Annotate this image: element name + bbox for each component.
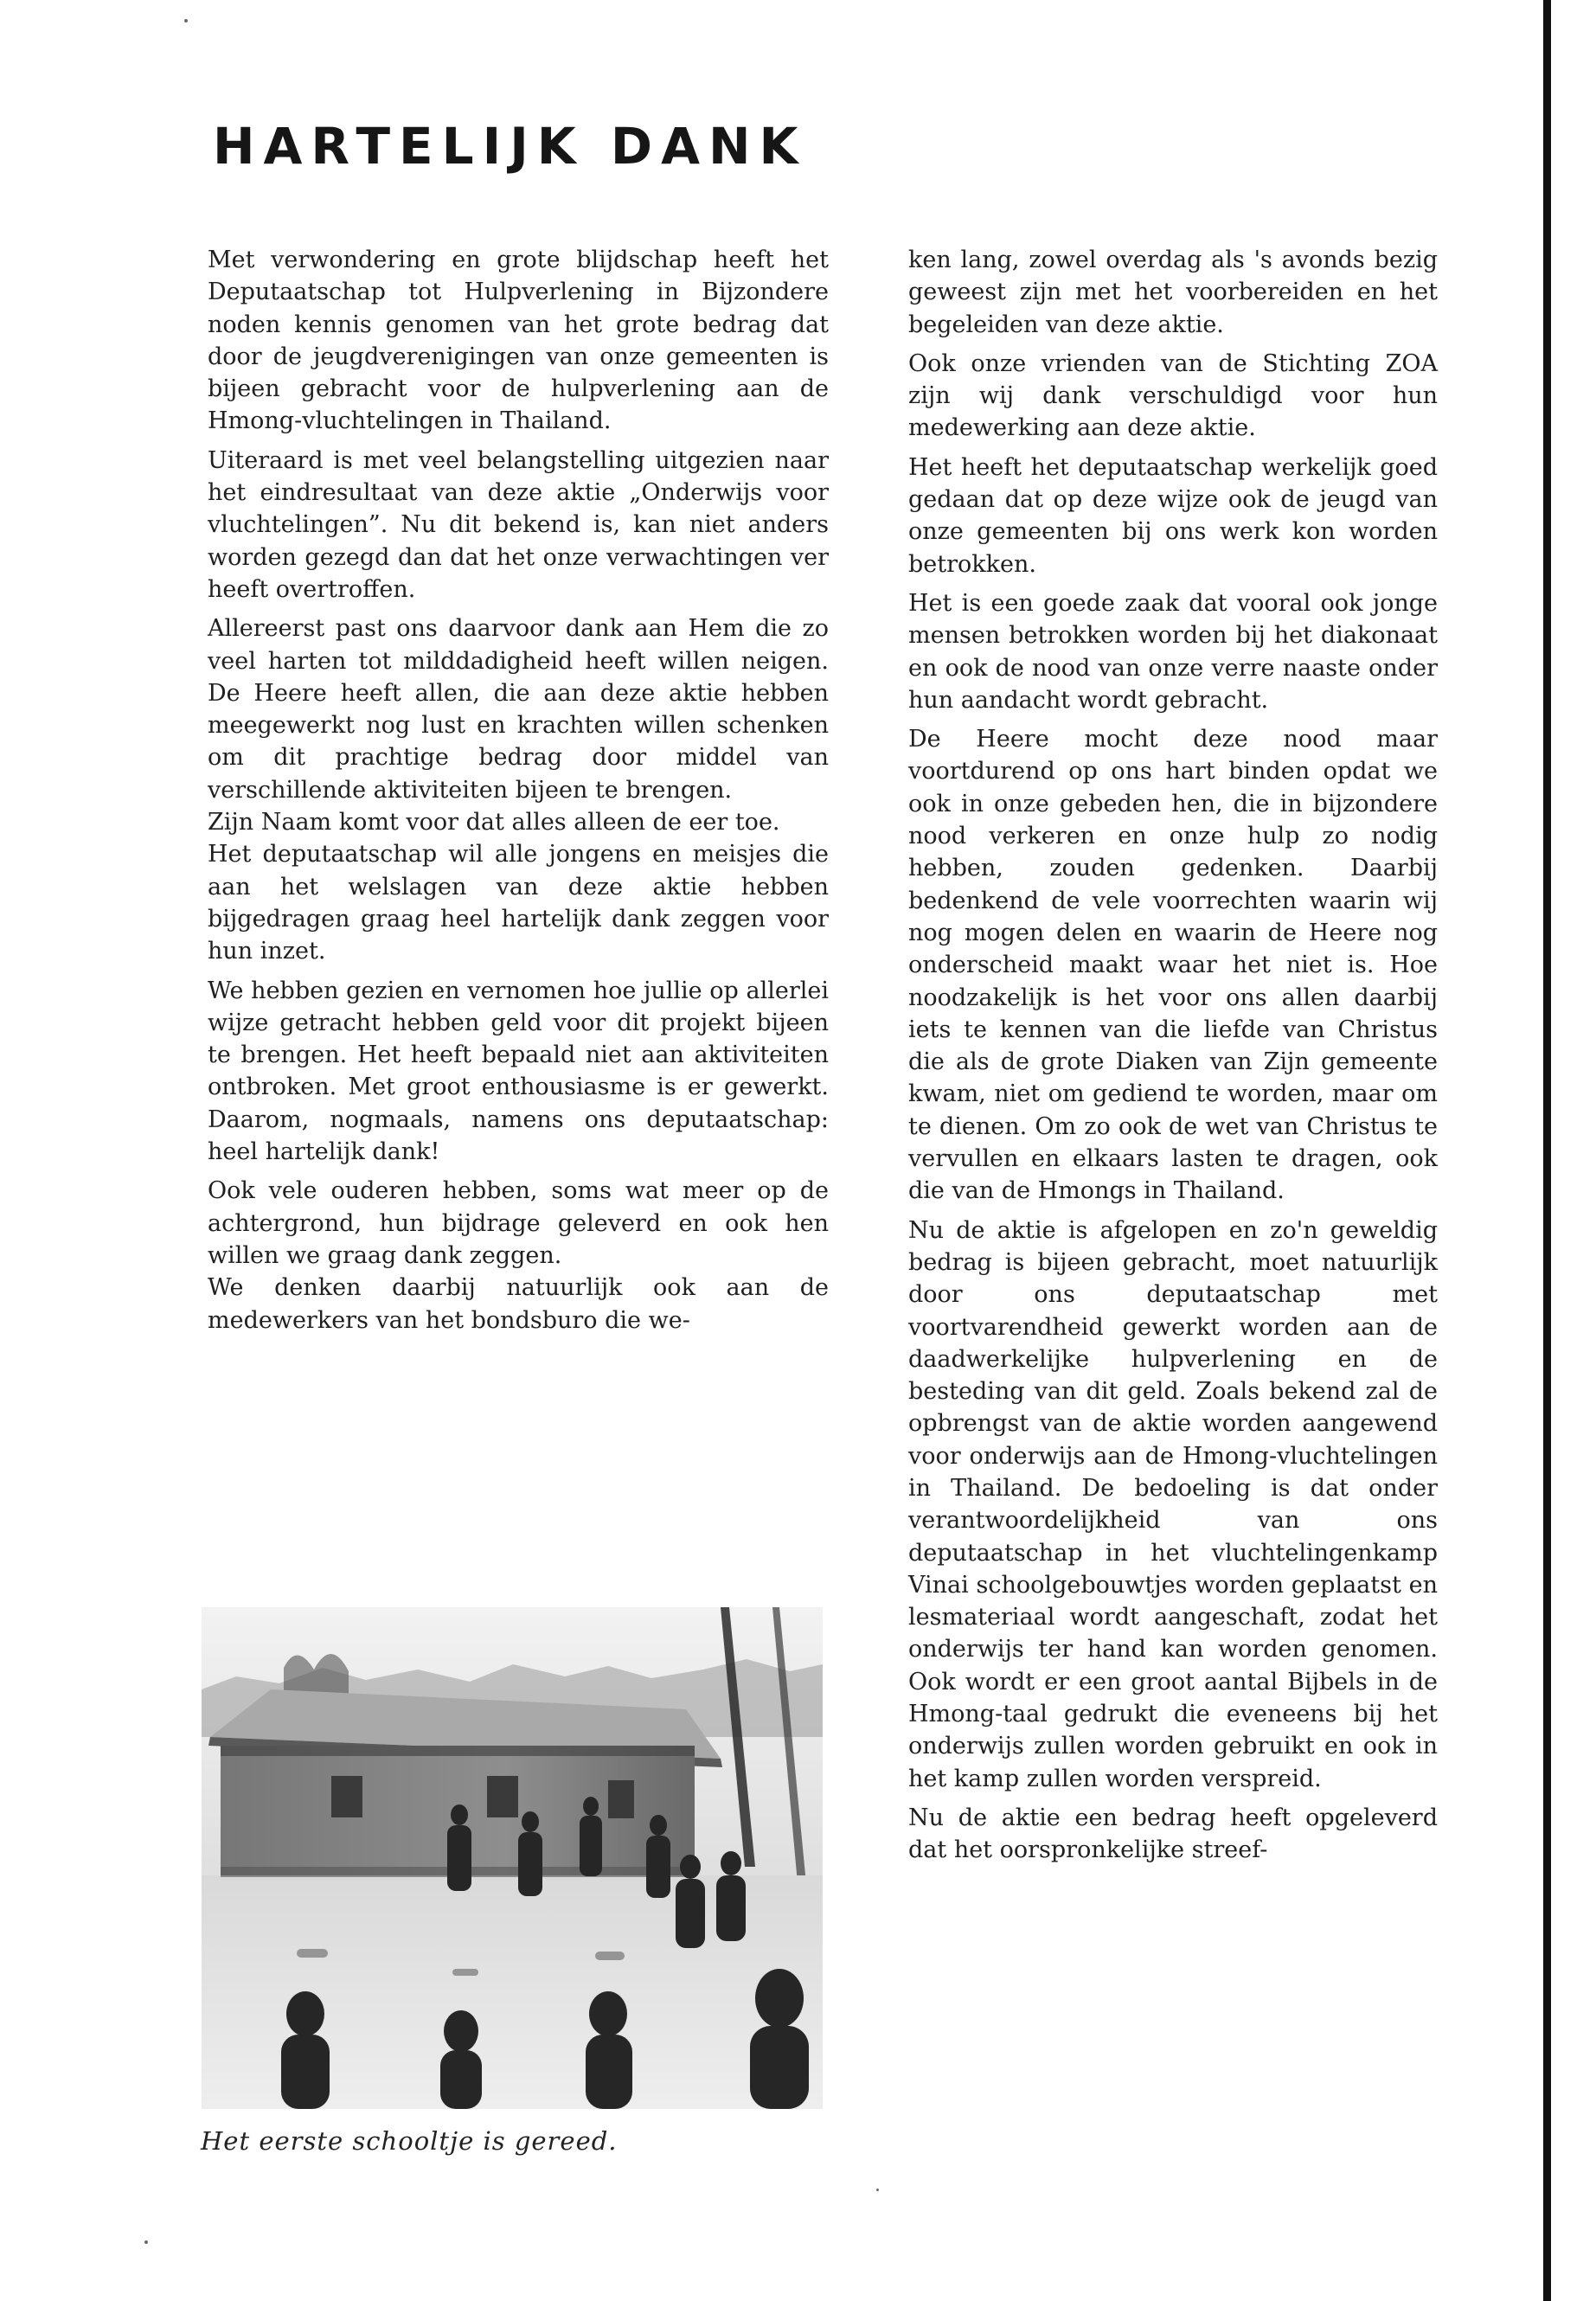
paragraph: ken lang, zowel overdag als 's avonds bezig geweest zijn met het voorbereiden en het begeleiden van deze aktie. bbox=[908, 247, 1438, 338]
binding-edge-line bbox=[1543, 0, 1551, 2301]
paragraph: We hebben gezien en vernomen hoe jullie op allerlei wijze getracht hebben geld voor dit projekt bijeen te brengen. Het heeft bepaald niet aan aktiviteiten ontbroken. Met groot enthousiasme is er gewerkt. Daarom, nogmaals, namens ons deputaatschap: heel hartelijk dank! bbox=[208, 977, 829, 1166]
scan-speck bbox=[184, 19, 188, 22]
photo-caption: Het eerste schooltje is gereed. bbox=[201, 2126, 618, 2156]
paragraph: Het is een goede zaak dat vooral ook jonge mensen betrokken worden bij het diakonaat en ook de nood van onze verre naaste onder hun aandacht wordt gebracht. bbox=[908, 589, 1438, 714]
paragraph: Met verwondering en grote blijdschap heeft het Deputaatschap tot Hulpverlening in Bijzondere noden kennis genomen van het grote bedrag dat door de jeugdverenigingen van onze gemeenten is bijeen gebracht voor de hulpverlening aan de Hmong-vluchtelingen in Thailand. bbox=[208, 247, 829, 435]
paragraph: Zijn Naam komt voor dat alles alleen de eer toe. bbox=[208, 809, 780, 836]
paragraph: Ook onze vrienden van de Stichting ZOA zijn wij dank verschuldigd voor hun medewerking aan deze aktie. bbox=[908, 349, 1438, 442]
paragraph: Nu de aktie is afgelopen en zo'n geweldig bedrag is bijeen gebracht, moet natuurlijk door ons deputaatschap met voortvarendheid gewerkt worden aan de daadwerkelijke hulpverlening en de besteding van dit geld. Zoals bekend zal de opbrengst van de aktie worden aangewend voor onderwijs aan de Hmong-vluchtelingen in Thailand. De bedoeling is dat onder verantwoordelijkheid van ons deputaatschap in het vluchtelingenkamp Vinai schoolgebouwtjes worden geplaatst en lesmateriaal wordt aangeschaft, zodat het onderwijs ter hand kan worden genomen. Ook wordt er een groot aantal Bijbels in de Hmong-taal gedrukt die eveneens bij het onderwijs zullen worden gebruikt en ook in het kamp zullen worden verspreid. bbox=[908, 1216, 1438, 1792]
paragraph: Uiteraard is met veel belangstelling uitgezien naar het eindresultaat van deze aktie „Onderwijs voor vluchtelingen”. Nu dit bekend is, kan niet anders worden gezegd dan dat het onze verwachtingen ver heeft overtroffen. bbox=[208, 446, 829, 603]
article-title: HARTELIJK DANK bbox=[213, 117, 807, 176]
paragraph: Nu de aktie een bedrag heeft opgeleverd dat het oorspronkelijke streef- bbox=[908, 1804, 1438, 1864]
right-column bbox=[908, 244, 1438, 1874]
paragraph: Allereerst past ons daarvoor dank aan Hem die zo veel harten tot milddadigheid heeft willen neigen. De Heere heeft allen, die aan deze aktie hebben meegewerkt nog lust en krachten willen schenken om dit prachtige bedrag door middel van verschillende aktiviteiten bijeen te brengen. bbox=[208, 615, 829, 804]
paragraph: Het deputaatschap wil alle jongens en meisjes die aan het welslagen van deze aktie hebben bijgedragen graag heel hartelijk dank zeggen voor hun inzet. bbox=[208, 841, 829, 965]
paragraph: We denken daarbij natuurlijk ook aan de medewerkers van het bondsburo die we- bbox=[208, 1274, 829, 1334]
left-column bbox=[208, 244, 829, 1336]
scan-speck bbox=[876, 2189, 879, 2191]
scan-speck bbox=[144, 2240, 148, 2244]
schoolhouse-photo bbox=[202, 1607, 823, 2109]
paragraph: De Heere mocht deze nood maar voortdurend op ons hart binden opdat we ook in onze gebeden hen, die in bijzondere nood verkeren en onze hulp zo nodig hebben, zouden gedenken. Daarbij bedenkend de vele voorrechten waarin wij nog mogen delen en waarin de Heere nog onderscheid maakt waar het niet is. Hoe noodzakelijk is het voor ons allen daarbij iets te kennen van die liefde van Christus die als de grote Diaken van Zijn gemeente kwam, niet om gediend te worden, maar om te dienen. Om zo ook de wet van Christus te vervullen en elkaars lasten te dragen, ook die van de Hmongs in Thailand. bbox=[908, 726, 1438, 1205]
paragraph: Het heeft het deputaatschap werkelijk goed gedaan dat op deze wijze ook de jeugd van onze gemeenten bij ons werk kon worden betrokken. bbox=[908, 453, 1438, 578]
paragraph: Ook vele ouderen hebben, soms wat meer op de achtergrond, hun bijdrage geleverd en ook hen willen we graag dank zeggen. bbox=[208, 1177, 829, 1269]
